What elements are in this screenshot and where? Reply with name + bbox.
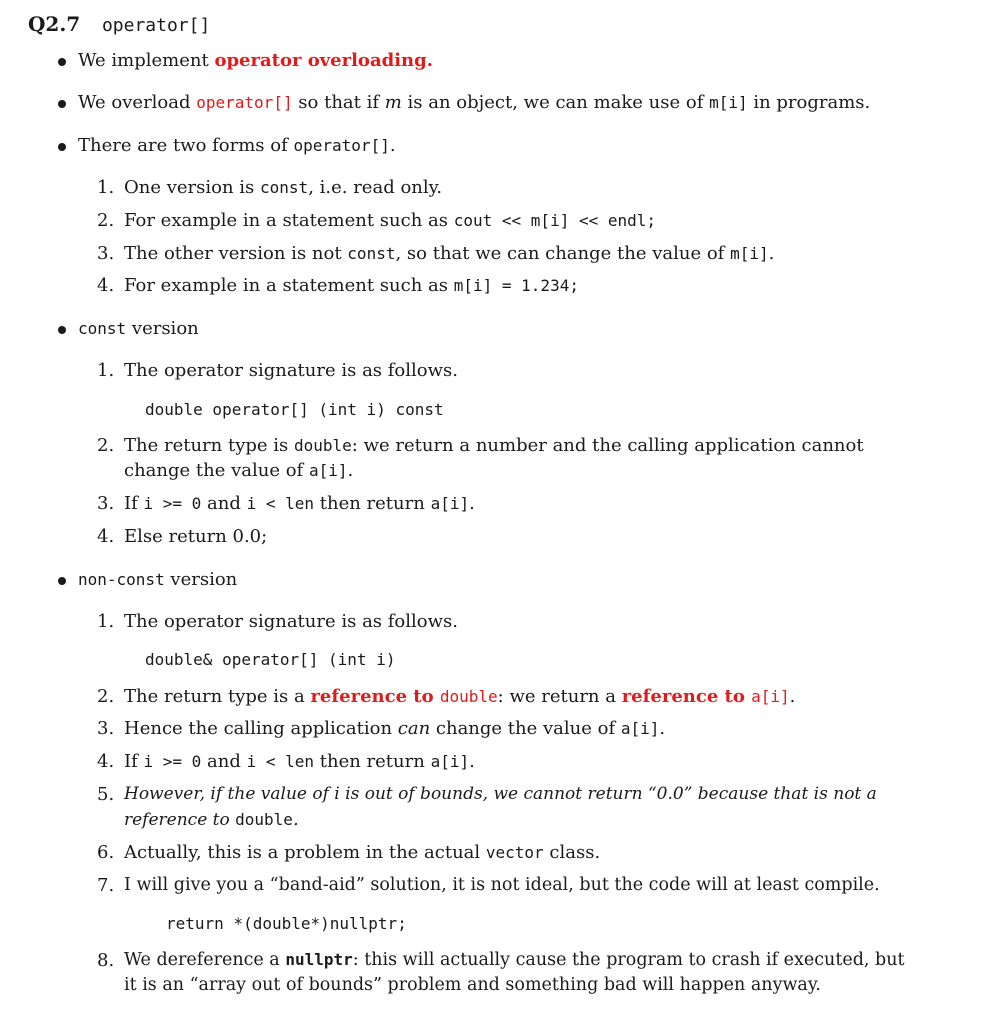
section-title: operator[] [101,15,211,36]
list-number: 4. [97,526,115,547]
nonconst-item-1: The operator signature is as follows. [124,611,458,632]
nonconst-version-heading: non-const version [78,569,238,590]
intro-bullet-1: We implement operator overloading. [78,50,433,71]
intro-item-2: For example in a statement such as cout << m[i] << endl; [124,210,657,231]
nonconst-item-2: The return type is a reference to double: we return a reference to a[i]. [124,686,796,707]
const-item-4: Else return 0.0; [124,526,268,547]
list-number: 1. [97,360,115,381]
bullet-dot [58,58,66,66]
list-number: 1. [97,611,115,632]
list-number: 1. [97,177,115,198]
intro-bullet-2: We overload operator[] so that if m is an object, we can make use of m[i] in programs. [78,92,871,113]
bullet-dot [58,143,66,151]
const-item-2: The return type is double: we return a number and the calling application cannot [124,435,864,456]
bullet-dot [58,577,66,585]
nonconst-item-5-line2: reference to double. [124,809,299,830]
list-number: 4. [97,751,115,772]
list-number: 2. [97,686,115,707]
list-number: 2. [97,435,115,456]
list-number: 3. [97,493,115,514]
nonconst-item-5: However, if the value of i is out of bounds, we cannot return “0.0” because that is not a [124,784,877,804]
list-number: 2. [97,210,115,231]
const-item-1: The operator signature is as follows. [124,360,458,381]
highlight-text: operator overloading. [214,50,433,71]
list-number: 6. [97,842,115,863]
nonconst-item-8-line2: it is an “array out of bounds” problem and something bad will happen anyway. [124,975,821,995]
const-item-3: If i >= 0 and i < len then return a[i]. [124,493,475,514]
const-signature-code: double operator[] (int i) const [145,400,444,419]
intro-item-4: For example in a statement such as m[i] = 1.234; [124,275,579,296]
nonconst-signature-code: double& operator[] (int i) [145,650,396,669]
nonconst-item-8: We dereference a nullptr: this will actually cause the program to crash if executed, but [124,950,905,970]
bullet-dot [58,326,66,334]
bullet-dot [58,100,66,108]
list-number: 3. [97,718,115,739]
const-version-heading: const version [78,318,199,339]
nonconst-item-7: I will give you a “band-aid” solution, it is not ideal, but the code will at least compile. [124,875,880,895]
list-number: 8. [97,950,115,971]
list-number: 4. [97,275,115,296]
intro-bullet-3: There are two forms of operator[]. [78,135,396,156]
nonconst-item-6: Actually, this is a problem in the actual vector class. [124,842,601,863]
return-nullptr-code: return *(double*)nullptr; [166,914,407,933]
section-heading [28,12,210,36]
nonconst-item-4: If i >= 0 and i < len then return a[i]. [124,751,475,772]
list-number: 5. [97,784,115,805]
list-number: 7. [97,875,115,896]
const-item-2-line2: change the value of a[i]. [124,460,354,481]
section-number: Q2.7 [28,12,81,36]
intro-item-3: The other version is not const, so that we can change the value of m[i]. [124,243,775,264]
list-number: 3. [97,243,115,264]
intro-item-1: One version is const, i.e. read only. [124,177,443,198]
nonconst-item-3: Hence the calling application can change the value of a[i]. [124,718,666,739]
